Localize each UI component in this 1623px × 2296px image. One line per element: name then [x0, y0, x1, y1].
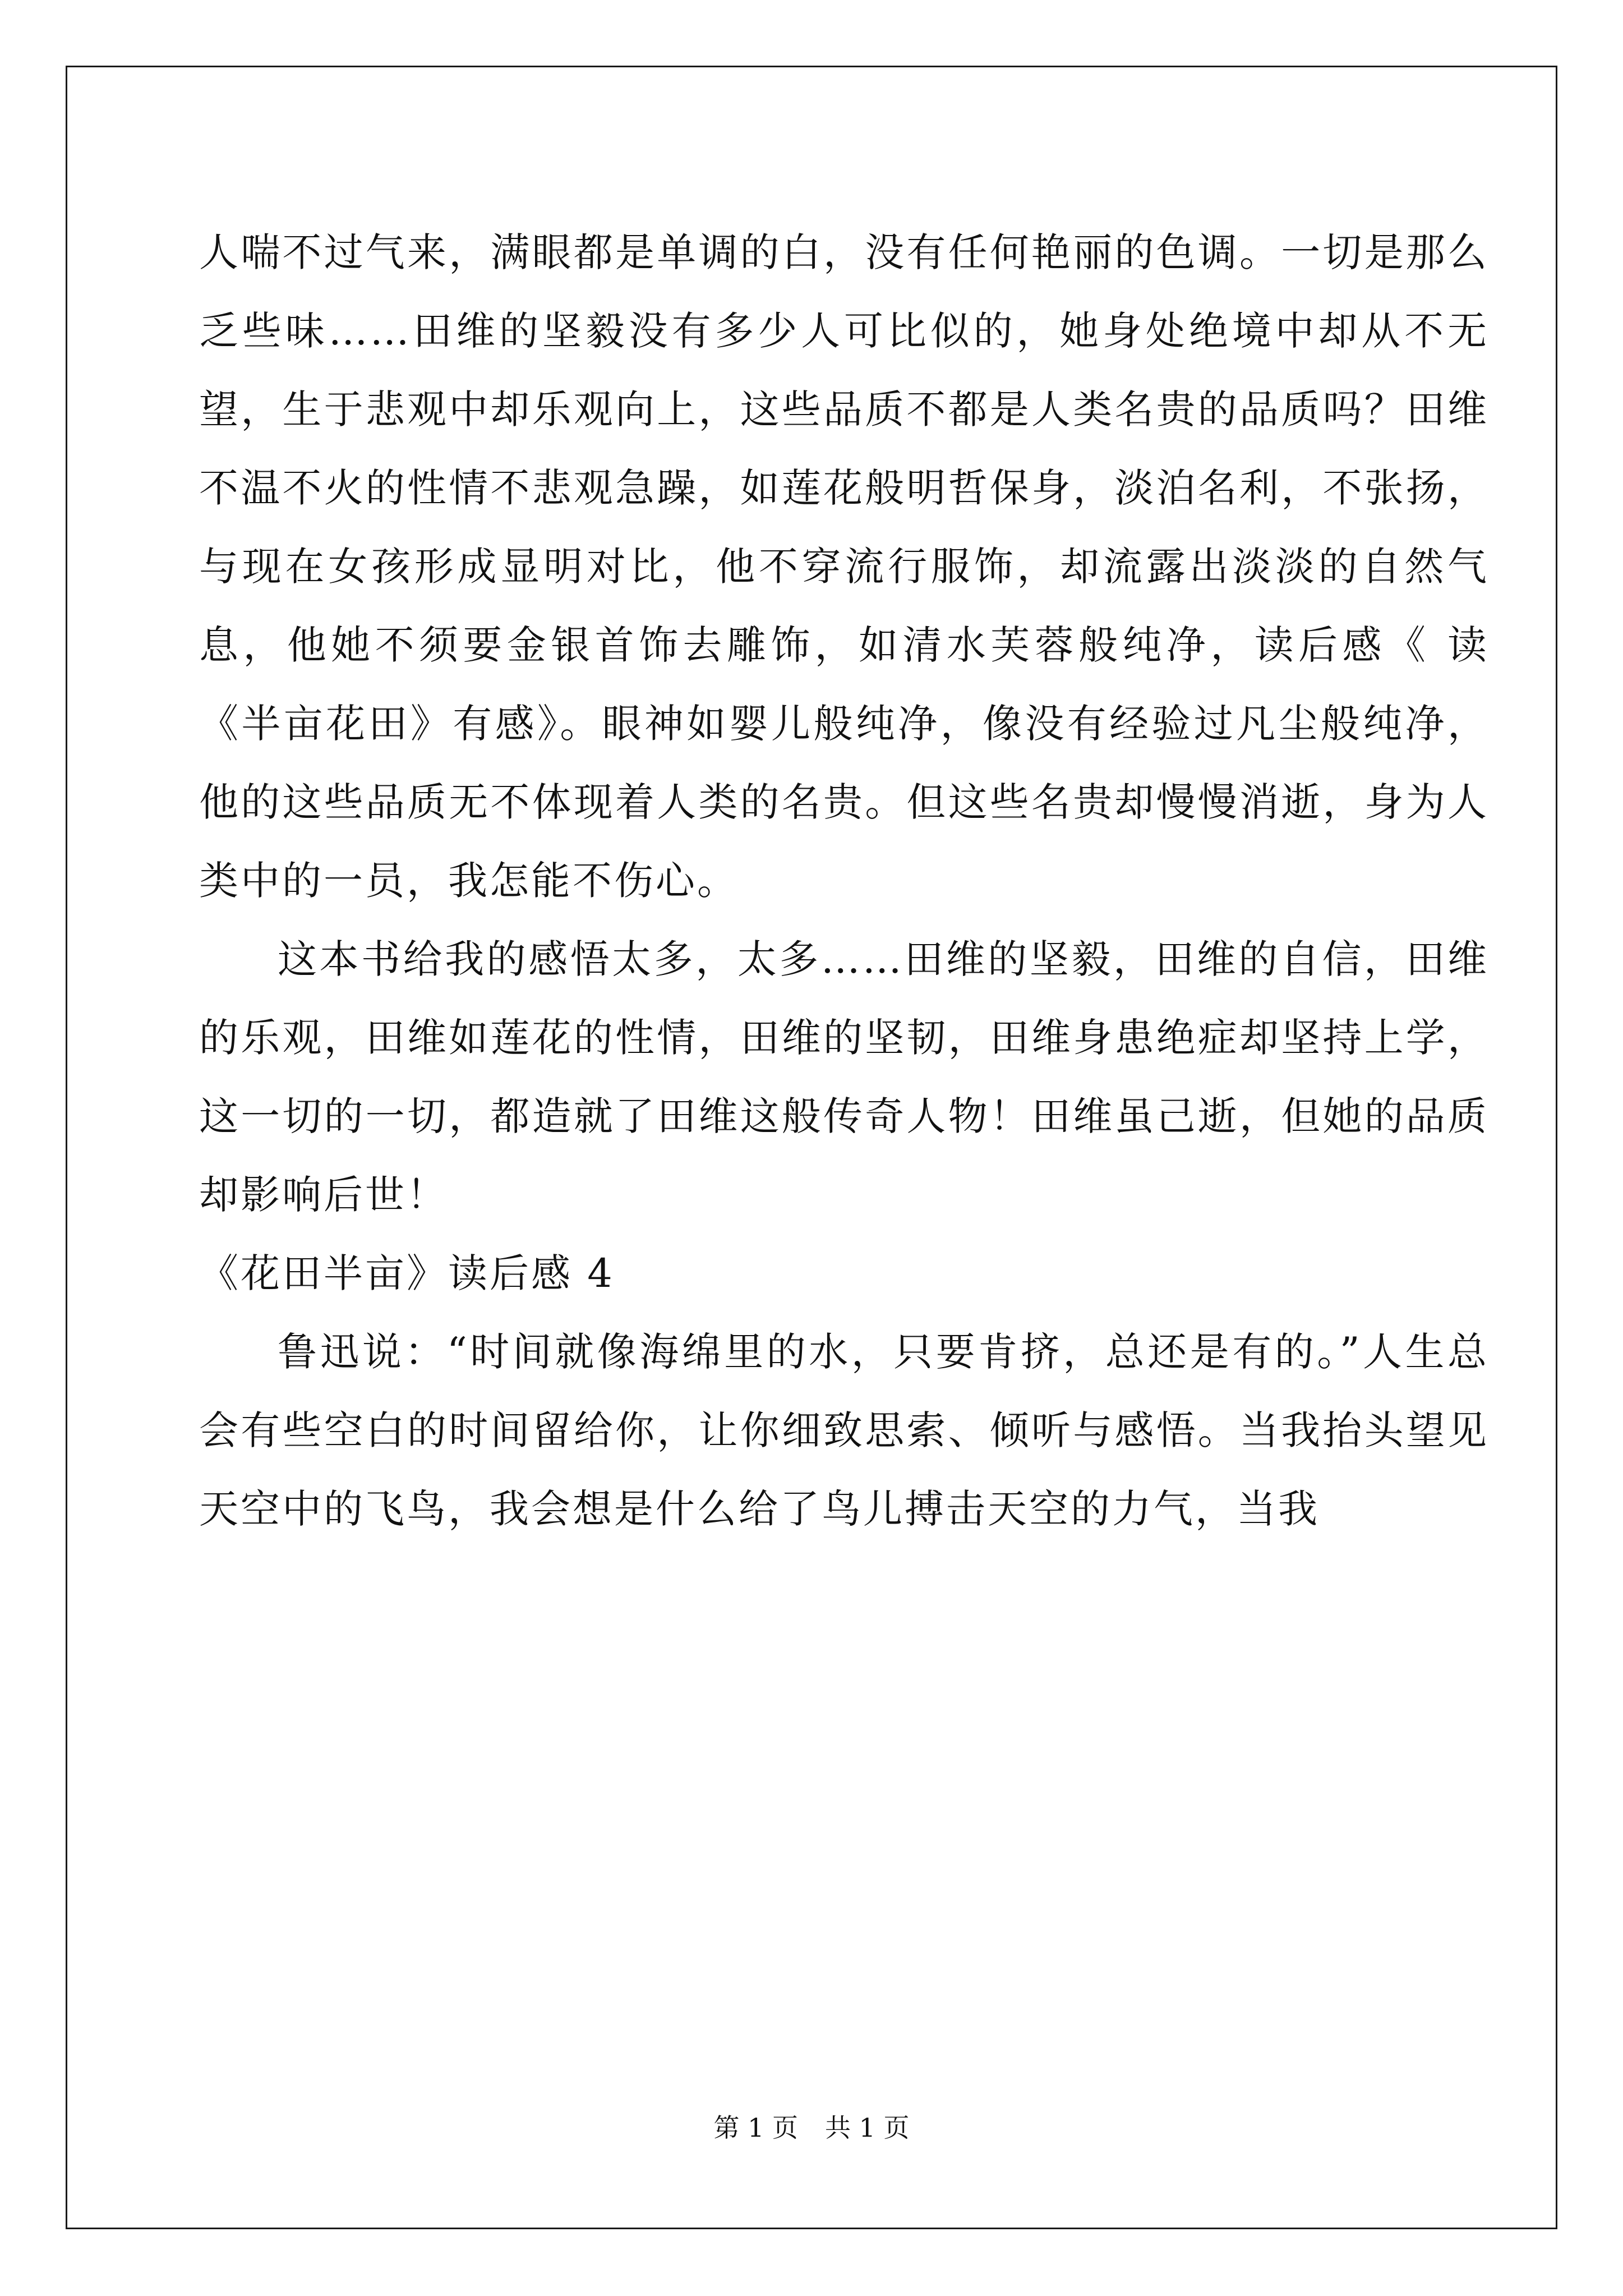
paragraph: 这本书给我的感悟太多，太多……田维的坚毅，田维的自信，田维的乐观，田维如莲花的性情，田维的坚韧，田维身患绝症却坚持上学，这一切的一切，都造就了田维这般传奇人物！田维虽己逝，但她的品质却影响后世！: [199, 936, 1489, 1218]
paragraph: 鲁迅说：“时间就像海绵里的水，只要肯挤，总还是有的。”人生总会有些空白的时间留给你，让你细致思索、倾听与感悟。当我抬头望见天空中的飞鸟，我会想是什么给了鸟儿搏击天空的力气，当我: [199, 1329, 1489, 1532]
page-number: 第 1 页: [713, 2113, 798, 2143]
page-total: 共 1 页: [825, 2113, 910, 2143]
paragraph-continued: 人喘不过气来，满眼都是单调的白，没有任何艳丽的色调。一切是那么乏些味……田维的坚毅没有多少人可比似的，她身处绝境中却从不无望，生于悲观中却乐观向上，这些品质不都是人类名贵的品质吗？田维不温不火的性情不悲观急躁，如莲花般明哲保身，淡泊名利，不张扬，与现在女孩形成显明对比，他不穿流行服饰，却流露出淡淡的自然气息，他她不须要金银首饰去雕饰，如清水芙蓉般纯净，读后感《 读《半亩花田》有感》。眼神如婴儿般纯净，像没有经验过凡尘般纯净，他的这些品质无不体现着人类的名贵。但这些名贵却慢慢消逝，身为人类中的一员，我怎能不伤心。: [199, 229, 1489, 904]
document-body: [199, 213, 1489, 1548]
page-footer: [0, 2111, 1623, 2145]
section-heading: 《花田半亩》读后感 4: [199, 1250, 615, 1296]
